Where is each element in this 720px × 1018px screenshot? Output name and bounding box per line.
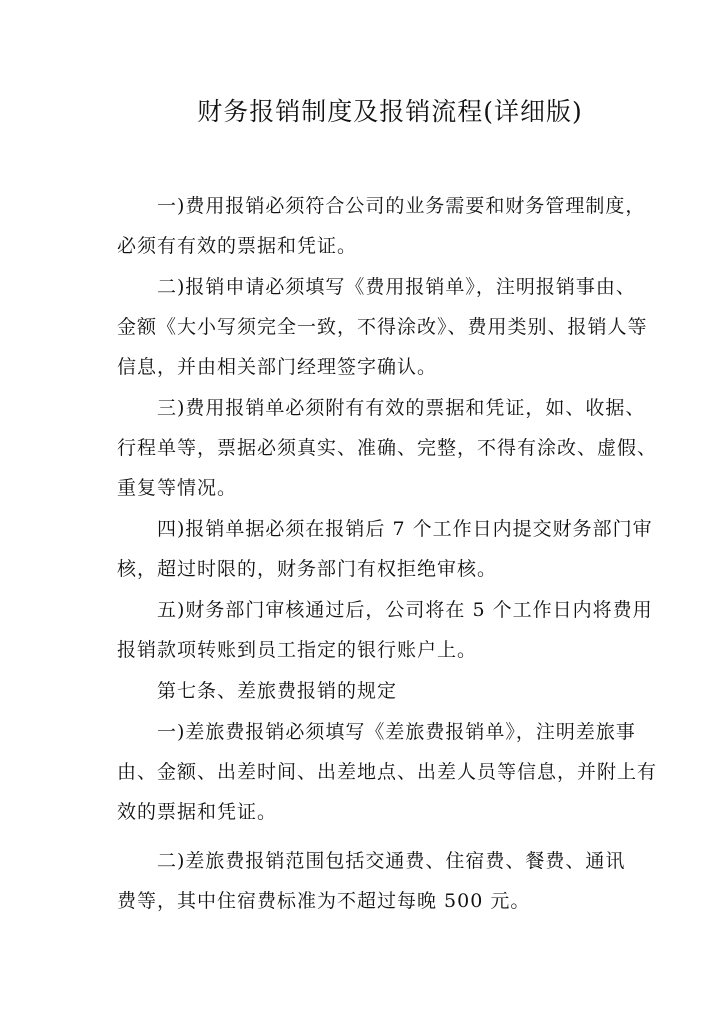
paragraph-line: 一)差旅费报销必须填写《差旅费报销单》，注明差旅事 xyxy=(157,721,636,743)
paragraph-7 xyxy=(117,841,677,921)
paragraph-line: 行程单等，票据必须真实、准确、完整，不得有涂改、虚假、 xyxy=(117,437,658,459)
paragraph-line: 由、金额、出差时间、出差地点、出差人员等信息，并附上有 xyxy=(117,761,658,783)
paragraph-6 xyxy=(117,712,677,832)
paragraph-line: 二)报销申请必须填写《费用报销单》，注明报销事由、 xyxy=(157,276,636,298)
paragraph-line: 五)财务部门审核通过后，公司将在 5 个工作日内将费用 xyxy=(157,599,653,621)
paragraph-line: 必须有有效的票据和凭证。 xyxy=(117,235,358,257)
paragraph-line: 报销款项转账到员工指定的银行账户上。 xyxy=(117,639,478,661)
paragraph-line: 三)费用报销单必须附有有效的票据和凭证，如、收据、 xyxy=(157,397,646,419)
paragraph-line: 四)报销单据必须在报销后 7 个工作日内提交财务部门审 xyxy=(157,518,653,540)
paragraph-4 xyxy=(117,509,677,589)
document-title: 财务报销制度及报销流程(详细版) xyxy=(197,97,583,126)
paragraph-1 xyxy=(117,186,677,266)
paragraph-line: 信息，并由相关部门经理签字确认。 xyxy=(117,356,438,378)
paragraph-line: 二)差旅费报销范围包括交通费、住宿费、餐费、通讯 xyxy=(157,850,626,872)
paragraph-line: 费等，其中住宿费标准为不超过每晚 500 元。 xyxy=(117,890,531,912)
paragraph-line: 效的票据和凭证。 xyxy=(117,801,278,823)
paragraph-3 xyxy=(117,388,677,508)
paragraph-line: 一)费用报销必须符合公司的业务需要和财务管理制度， xyxy=(157,195,646,217)
section-heading-article-7 xyxy=(117,671,677,711)
paragraph-line: 核，超过时限的，财务部门有权拒绝审核。 xyxy=(117,558,498,580)
paragraph-line: 重复等情况。 xyxy=(117,477,238,499)
paragraph-2 xyxy=(117,267,677,387)
paragraph-line: 金额《大小写须完全一致，不得涂改》、费用类别、报销人等 xyxy=(117,316,648,338)
paragraph-5 xyxy=(117,590,677,670)
section-heading: 第七条、差旅费报销的规定 xyxy=(157,680,398,702)
